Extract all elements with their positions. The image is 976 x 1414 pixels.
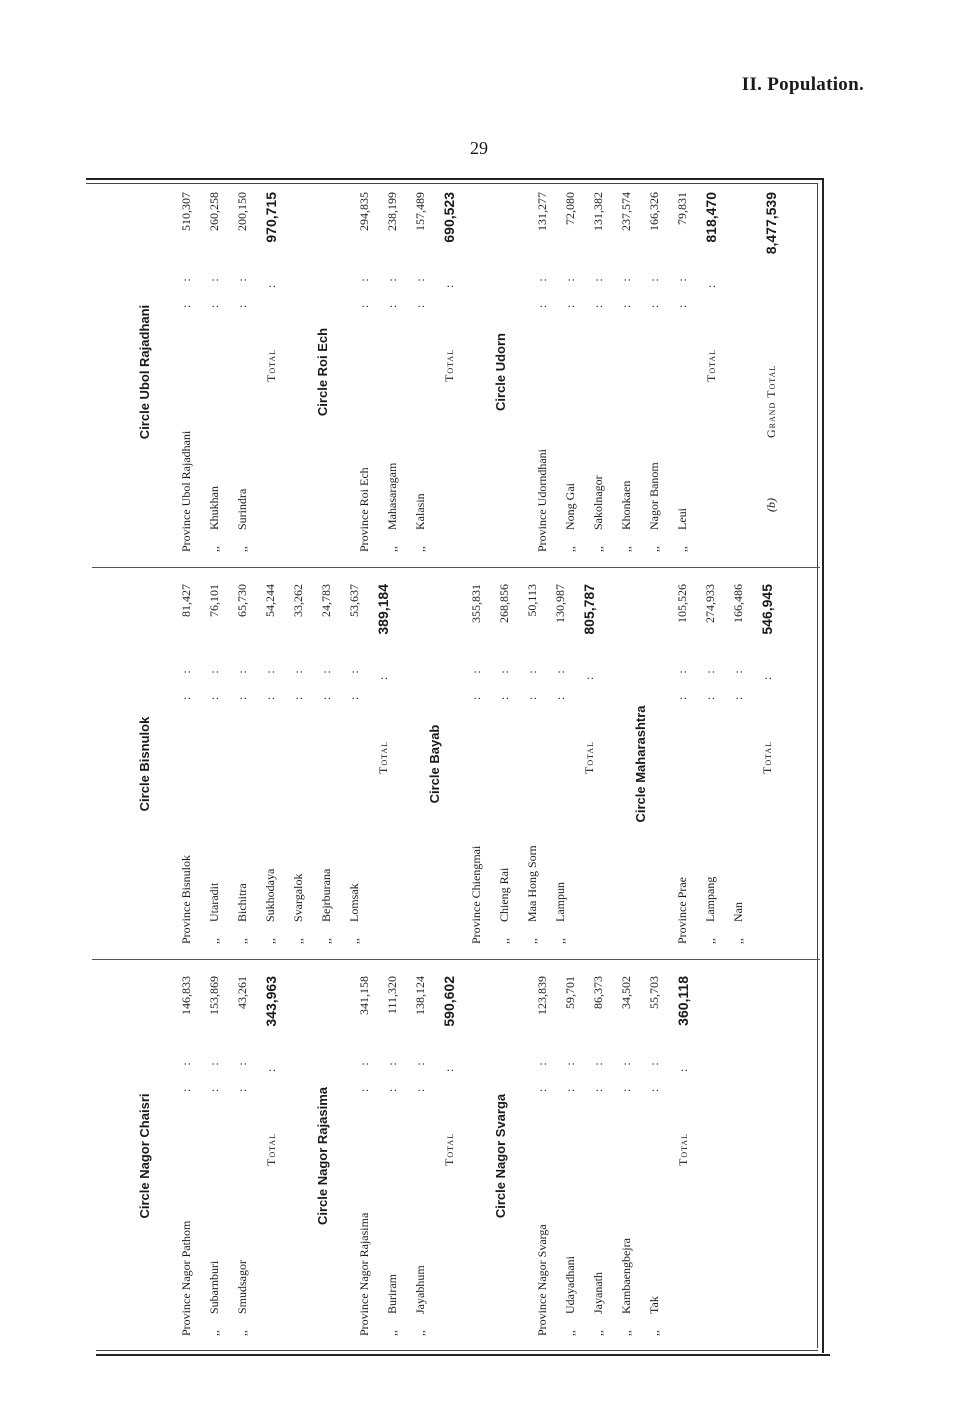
ditto-mark: ,, xyxy=(553,938,567,944)
province-name: Province Bisnulok xyxy=(179,855,193,944)
total-label: Total xyxy=(442,348,456,382)
ditto-mark: ,, xyxy=(235,546,249,552)
leader-dots: : : xyxy=(179,660,193,700)
province-name: Chieng Rai xyxy=(497,867,511,922)
leader-dots: : xyxy=(442,284,456,288)
leader-dots: : : xyxy=(563,1052,577,1092)
table-row xyxy=(644,970,664,1342)
province-name: Province Roi Ech xyxy=(357,467,371,552)
leader-dots: : : xyxy=(207,268,221,308)
ditto-mark: ,, xyxy=(731,938,745,944)
circle-title: Circle Udorn xyxy=(493,333,508,412)
leader-dots: : xyxy=(442,1068,456,1072)
table-row xyxy=(494,578,514,950)
table-row xyxy=(204,186,224,558)
population-value: 274,933 xyxy=(703,584,717,623)
ditto-mark: ,, xyxy=(563,1330,577,1336)
population-value: 166,486 xyxy=(731,584,745,623)
leader-dots: : : xyxy=(619,1052,633,1092)
leader-dots: : : xyxy=(563,268,577,308)
population-value: 50,113 xyxy=(525,584,539,617)
ditto-mark: ,, xyxy=(385,1330,399,1336)
province-name: Jayabhum xyxy=(413,1265,427,1314)
total-value: 389,184 xyxy=(375,584,391,635)
province-name: Svargalok xyxy=(291,873,305,922)
total-row xyxy=(756,578,778,950)
population-value: 130,987 xyxy=(553,584,567,623)
province-name: Utaradit xyxy=(207,882,221,922)
population-value: 86,373 xyxy=(591,976,605,1009)
leader-dots: : : xyxy=(525,660,539,700)
ditto-mark: ,, xyxy=(291,938,305,944)
table-row xyxy=(532,186,552,558)
population-value: 237,574 xyxy=(619,192,633,231)
ditto-mark: ,, xyxy=(235,938,249,944)
table-row xyxy=(344,578,364,950)
province-name: Province Prae xyxy=(675,877,689,944)
population-value: 146,833 xyxy=(179,976,193,1015)
grand-total-marker: (b) xyxy=(764,498,778,512)
leader-dots: : : xyxy=(235,660,249,700)
leader-dots: : : xyxy=(413,1052,427,1092)
population-value: 138,124 xyxy=(413,976,427,1015)
ditto-mark: ,, xyxy=(675,546,689,552)
province-name: Lampang xyxy=(703,876,717,922)
total-value: 970,715 xyxy=(263,192,279,243)
leader-dots: : : xyxy=(357,1052,371,1092)
total-row xyxy=(672,970,694,1342)
population-value: 131,277 xyxy=(535,192,549,231)
table-row xyxy=(382,186,402,558)
population-value: 166,326 xyxy=(647,192,661,231)
province-name: Lampun xyxy=(553,882,567,922)
ditto-mark: ,, xyxy=(263,938,277,944)
province-name: Surindra xyxy=(235,488,249,530)
table-row xyxy=(560,970,580,1342)
population-value: 81,427 xyxy=(179,584,193,617)
ditto-mark: ,, xyxy=(385,546,399,552)
province-name: Khukhan xyxy=(207,486,221,530)
leader-dots: : : xyxy=(535,1052,549,1092)
table-row xyxy=(382,970,402,1342)
frame-rule xyxy=(96,1350,818,1351)
table-row xyxy=(354,186,374,558)
circle-title: Circle Nagor Rajasima xyxy=(315,1087,330,1226)
province-name: Lomsak xyxy=(347,883,361,922)
population-value: 123,839 xyxy=(535,976,549,1015)
province-name: Udayadhani xyxy=(563,1256,577,1314)
ditto-mark: ,, xyxy=(591,546,605,552)
table-row xyxy=(354,970,374,1342)
table-row xyxy=(532,970,552,1342)
table-row xyxy=(522,578,542,950)
population-value: 510,307 xyxy=(179,192,193,231)
table-row xyxy=(560,186,580,558)
total-value: 818,470 xyxy=(703,192,719,243)
ditto-mark: ,, xyxy=(497,938,511,944)
ditto-mark: ,, xyxy=(703,938,717,944)
leader-dots: : : xyxy=(591,1052,605,1092)
leader-dots: : : xyxy=(179,1052,193,1092)
grand-total-row xyxy=(760,186,782,558)
leader-dots: : : xyxy=(647,1052,661,1092)
population-value: 153,869 xyxy=(207,976,221,1015)
table-row xyxy=(176,186,196,558)
province-name: Maa Hong Sorn xyxy=(525,845,539,922)
leader-dots: : : xyxy=(207,1052,221,1092)
circle-title: Circle Nagor Svarga xyxy=(493,1093,508,1219)
province-name: Nan xyxy=(731,902,745,922)
ditto-mark: ,, xyxy=(207,938,221,944)
population-value: 65,730 xyxy=(235,584,249,617)
leader-dots: : : xyxy=(497,660,511,700)
population-value: 111,320 xyxy=(385,976,399,1015)
table-row xyxy=(288,578,308,950)
leader-dots: : xyxy=(376,676,390,680)
total-label: Total xyxy=(264,348,278,382)
province-name: Nagor Banom xyxy=(647,462,661,530)
province-name: Kalasin xyxy=(413,493,427,530)
total-value: 805,787 xyxy=(581,584,597,635)
leader-dots: : xyxy=(704,284,718,288)
total-row xyxy=(700,186,722,558)
population-value: 54,244 xyxy=(263,584,277,617)
population-value: 33,262 xyxy=(291,584,305,617)
leader-dots: : : xyxy=(703,660,717,700)
province-name: Sakolnagor xyxy=(591,475,605,530)
leader-dots: : xyxy=(264,284,278,288)
population-value: 355,831 xyxy=(469,584,483,623)
population-value: 157,489 xyxy=(413,192,427,231)
total-label: Total xyxy=(264,1132,278,1166)
leader-dots: : : xyxy=(385,268,399,308)
province-name: Province Ubol Rajadhani xyxy=(179,430,193,552)
table-row xyxy=(204,970,224,1342)
ditto-mark: ,, xyxy=(319,938,333,944)
table-row xyxy=(672,578,692,950)
table-row xyxy=(616,186,636,558)
province-name: Province Nagor Rajasima xyxy=(357,1212,371,1336)
table-row xyxy=(700,578,720,950)
table-row xyxy=(232,970,252,1342)
leader-dots: : : xyxy=(591,268,605,308)
ditto-mark: ,, xyxy=(347,938,361,944)
population-value: 105,526 xyxy=(675,584,689,623)
population-value: 294,835 xyxy=(357,192,371,231)
ditto-mark: ,, xyxy=(235,1330,249,1336)
population-value: 260,258 xyxy=(207,192,221,231)
grand-total-value: 8,477,539 xyxy=(763,192,779,255)
total-value: 360,118 xyxy=(675,976,691,1026)
ditto-mark: ,, xyxy=(525,938,539,944)
page-number: 29 xyxy=(470,138,488,158)
province-name: Khonkaen xyxy=(619,480,633,530)
table-row xyxy=(644,186,664,558)
leader-dots: : xyxy=(676,1068,690,1072)
total-value: 343,963 xyxy=(263,976,279,1027)
province-name: Mahasaragam xyxy=(385,462,399,530)
ditto-mark: ,, xyxy=(207,1330,221,1336)
leader-dots: : : xyxy=(385,1052,399,1092)
total-row xyxy=(372,578,394,950)
circle-title: Circle Nagor Chaisri xyxy=(137,1093,152,1219)
table-row xyxy=(316,578,336,950)
leader-dots: : : xyxy=(347,660,361,700)
leader-dots: : : xyxy=(675,268,689,308)
page-heading: II. Population. xyxy=(741,74,864,95)
total-row xyxy=(438,186,460,558)
table-row xyxy=(672,186,692,558)
leader-dots: : : xyxy=(553,660,567,700)
leader-dots: : xyxy=(582,676,596,680)
ditto-mark: ,, xyxy=(647,1330,661,1336)
leader-dots: : : xyxy=(675,660,689,700)
table-row xyxy=(176,970,196,1342)
table-row xyxy=(728,578,748,950)
column-right xyxy=(92,186,822,558)
population-value: 59,701 xyxy=(563,976,577,1009)
population-value: 79,831 xyxy=(675,192,689,225)
population-value: 131,382 xyxy=(591,192,605,231)
table-row xyxy=(410,970,430,1342)
table-row xyxy=(550,578,570,950)
province-name: Province Nagor Pathom xyxy=(179,1220,193,1336)
leader-dots: : : xyxy=(291,660,305,700)
total-row xyxy=(578,578,600,950)
total-row xyxy=(260,970,282,1342)
province-name: Kambaengbejra xyxy=(619,1238,633,1314)
province-name: Subarnburi xyxy=(207,1260,221,1314)
total-label: Total xyxy=(442,1132,456,1166)
total-row xyxy=(260,186,282,558)
province-name: Province Udorndhani xyxy=(535,449,549,552)
circle-title: Circle Roi Ech xyxy=(315,327,330,417)
leader-dots: : : xyxy=(469,660,483,700)
ditto-mark: ,, xyxy=(563,546,577,552)
leader-dots: : : xyxy=(179,268,193,308)
grand-total-label: Grand Total xyxy=(764,364,778,438)
table-row xyxy=(616,970,636,1342)
frame-rule xyxy=(96,1354,830,1356)
table-row xyxy=(588,186,608,558)
total-label: Total xyxy=(582,740,596,774)
total-label: Total xyxy=(760,740,774,774)
province-name: Nong Gai xyxy=(563,483,577,530)
population-value: 24,783 xyxy=(319,584,333,617)
circle-title: Circle Bisnulok xyxy=(137,716,152,812)
leader-dots: : : xyxy=(235,1052,249,1092)
leader-dots: : : xyxy=(619,268,633,308)
column-separator xyxy=(92,959,820,960)
population-value: 341,158 xyxy=(357,976,371,1015)
table-row xyxy=(232,186,252,558)
province-name: Province Nagor Svarga xyxy=(535,1224,549,1336)
leader-dots: : : xyxy=(235,268,249,308)
column-middle xyxy=(92,578,822,950)
table-row xyxy=(260,578,280,950)
table-row xyxy=(232,578,252,950)
table-row xyxy=(204,578,224,950)
population-value: 72,080 xyxy=(563,192,577,225)
total-label: Total xyxy=(704,348,718,382)
leader-dots: : : xyxy=(357,268,371,308)
circle-title: Circle Bayab xyxy=(427,724,442,804)
ditto-mark: ,, xyxy=(619,1330,633,1336)
population-table xyxy=(92,178,822,1342)
leader-dots: : : xyxy=(535,268,549,308)
total-row xyxy=(438,970,460,1342)
ditto-mark: ,, xyxy=(413,546,427,552)
population-value: 43,261 xyxy=(235,976,249,1009)
province-name: Tak xyxy=(647,1296,661,1314)
leader-dots: : : xyxy=(731,660,745,700)
province-name: Province Chiengmai xyxy=(469,845,483,944)
circle-title: Circle Maharashtra xyxy=(633,705,648,823)
leader-dots: : : xyxy=(647,268,661,308)
frame-rule xyxy=(822,178,824,1353)
ditto-mark: ,, xyxy=(619,546,633,552)
circle-title: Circle Ubol Rajadhani xyxy=(137,304,152,440)
leader-dots: : xyxy=(264,1068,278,1072)
population-value: 76,101 xyxy=(207,584,221,617)
ditto-mark: ,, xyxy=(413,1330,427,1336)
leader-dots: : : xyxy=(263,660,277,700)
leader-dots: : xyxy=(760,676,774,680)
leader-dots: : : xyxy=(207,660,221,700)
ditto-mark: ,, xyxy=(207,546,221,552)
province-name: Bejrburana xyxy=(319,868,333,922)
province-name: Bichitra xyxy=(235,883,249,922)
population-value: 200,150 xyxy=(235,192,249,231)
total-value: 590,602 xyxy=(441,976,457,1027)
total-value: 546,945 xyxy=(759,584,775,635)
province-name: Leui xyxy=(675,508,689,530)
population-value: 268,856 xyxy=(497,584,511,623)
column-left xyxy=(92,970,822,1342)
population-value: 55,703 xyxy=(647,976,661,1009)
province-name: Smudsagor xyxy=(235,1260,249,1314)
province-name: Sukhodaya xyxy=(263,868,277,922)
table-row xyxy=(466,578,486,950)
total-label: Total xyxy=(676,1132,690,1166)
table-row xyxy=(176,578,196,950)
table-row xyxy=(588,970,608,1342)
province-name: Buriram xyxy=(385,1274,399,1314)
leader-dots: : : xyxy=(319,660,333,700)
table-row xyxy=(410,186,430,558)
leader-dots: : : xyxy=(413,268,427,308)
total-label: Total xyxy=(376,740,390,774)
total-value: 690,523 xyxy=(441,192,457,243)
province-name: Jayanath xyxy=(591,1272,605,1314)
ditto-mark: ,, xyxy=(591,1330,605,1336)
ditto-mark: ,, xyxy=(647,546,661,552)
population-value: 238,199 xyxy=(385,192,399,231)
population-value: 34,502 xyxy=(619,976,633,1009)
column-separator xyxy=(92,567,820,568)
population-value: 53,637 xyxy=(347,584,361,617)
